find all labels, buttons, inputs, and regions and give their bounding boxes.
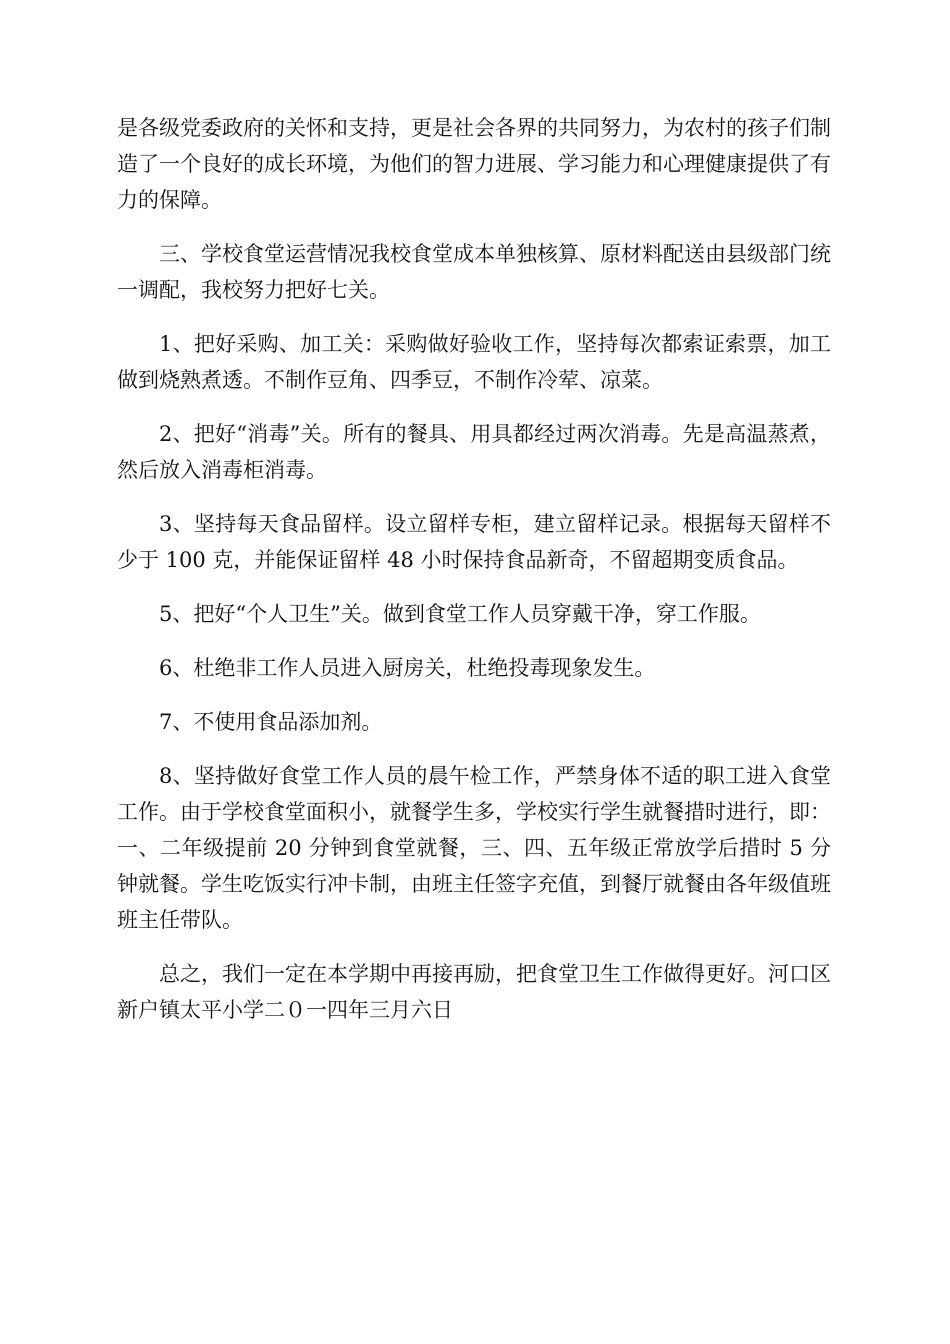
paragraph-item-6: 6、杜绝非工作人员进入厨房关，杜绝投毒现象发生。 [159, 656, 656, 680]
document-body [117, 110, 831, 1046]
paragraph-section-three-heading: 三、学校食堂运营情况我校食堂成本单独核算、原材料配送由县级部门统一调配，我校努力把好七关。 [117, 242, 831, 302]
paragraph-item-1: 1、把好采购、加工关：采购做好验收工作，坚持每次都索证索票，加工做到烧熟煮透。不制作豆角、四季豆，不制作冷荤、凉菜。 [117, 332, 831, 392]
paragraph-item-8: 8、坚持做好食堂工作人员的晨午检工作，严禁身体不适的职工进入食堂工作。由于学校食堂面积小，就餐学生多，学校实行学生就餐措时进行，即：一、二年级提前 20 分钟到食堂就餐，三、四、五年级正常放学后措时 5 分钟就餐。学生吃饭实行冲卡制，由班主任签字充值，到餐厅就餐由各年级值班班主任带队。 [117, 764, 831, 932]
paragraph-item-2: 2、把好“消毒”关。所有的餐具、用具都经过两次消毒。先是高温蒸煮，然后放入消毒柜消毒。 [117, 422, 831, 482]
paragraph-intro-continuation: 是各级党委政府的关怀和支持，更是社会各界的共同努力，为农村的孩子们制造了一个良好的成长环境，为他们的智力进展、学习能力和心理健康提供了有力的保障。 [117, 116, 831, 212]
paragraph-conclusion: 总之，我们一定在本学期中再接再励，把食堂卫生工作做得更好。河口区新户镇太平小学二０一四年三月六日 [117, 962, 831, 1022]
paragraph-item-7: 7、不使用食品添加剂。 [159, 710, 383, 734]
paragraph-item-5: 5、把好“个人卫生”关。做到食堂工作人员穿戴干净，穿工作服。 [159, 602, 761, 626]
paragraph-item-3: 3、坚持每天食品留样。设立留样专柜，建立留样记录。根据每天留样不少于 100 克，并能保证留样 48 小时保持食品新奇，不留超期变质食品。 [117, 512, 831, 572]
